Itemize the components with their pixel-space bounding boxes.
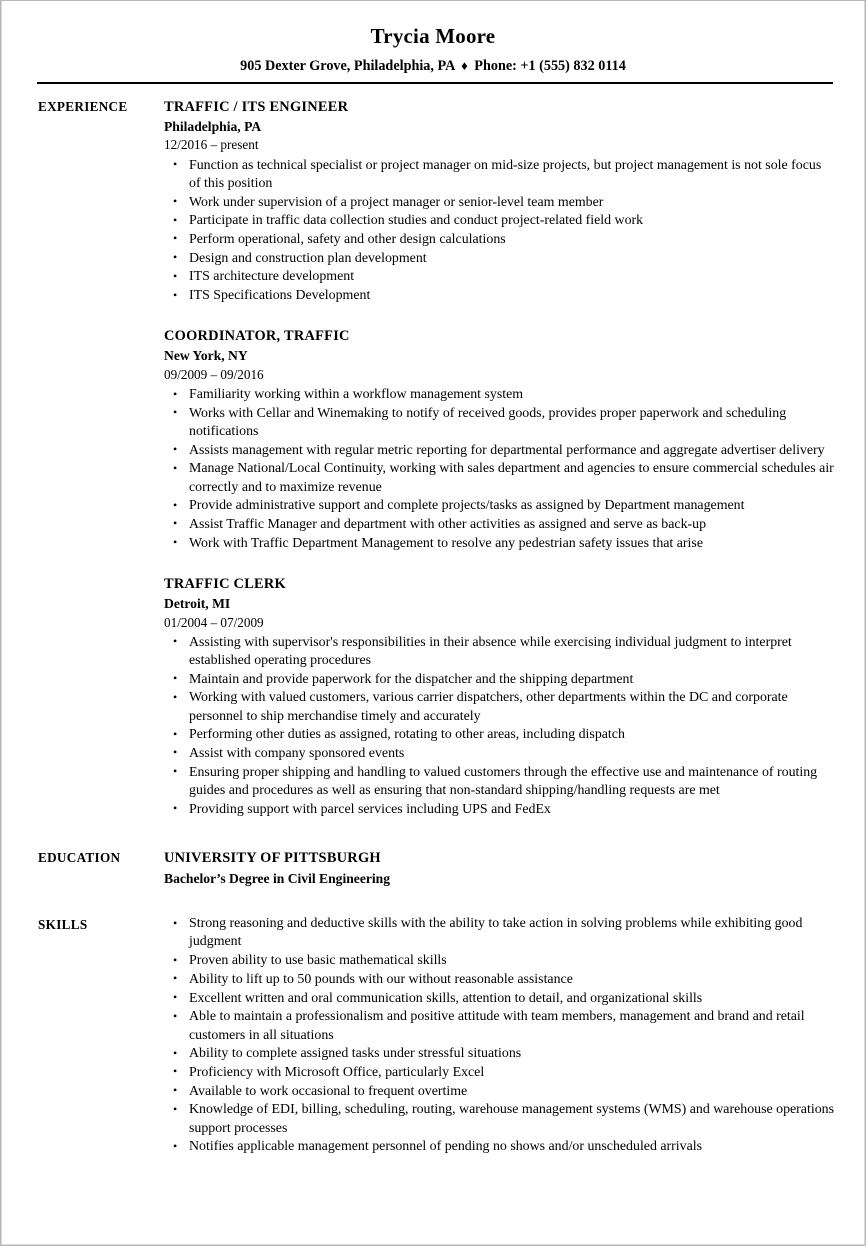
job-bullet-list [164, 386, 834, 553]
job-bullet: • Assist Traffic Manager and department with other activities as assigned and serve as back-up [164, 516, 834, 534]
skill-bullet: • Ability to lift up to 50 pounds with our without reasonable assistance [164, 971, 834, 989]
job-bullet: • Performing other duties as assigned, rotating to other areas, including dispatch [164, 726, 834, 744]
section-label-experience: EXPERIENCE [38, 98, 128, 114]
candidate-phone: Phone: +1 (555) 832 0114 [474, 57, 626, 74]
diamond-separator-icon: ♦ [461, 57, 468, 73]
job-bullet: • Manage National/Local Continuity, working with sales department and agencies to ensure commercial schedules air correctly and to maximize revenue [164, 460, 834, 496]
job-title: TRAFFIC CLERK [164, 575, 286, 592]
section-skills [38, 915, 834, 1157]
resume-content [2, 84, 864, 1157]
job-bullet: • ITS architecture development [164, 268, 834, 286]
job-bullet: • ITS Specifications Development [164, 287, 834, 305]
job-bullet-list [164, 634, 834, 819]
job-bullet-list [164, 157, 834, 306]
job-bullet: • Assisting with supervisor's responsibilities in their absence while exercising individual judgment to interpret established operating procedures [164, 634, 834, 670]
skill-bullet: • Ability to complete assigned tasks under stressful situations [164, 1045, 834, 1063]
page-inner-border [1, 1, 865, 1245]
job-bullet: • Maintain and provide paperwork for the dispatcher and the shipping department [164, 671, 834, 689]
job-location: Philadelphia, PA [164, 118, 262, 134]
skill-bullet: • Excellent written and oral communication skills, attention to detail, and organizational skills [164, 990, 834, 1008]
job-bullet: • Provide administrative support and complete projects/tasks as assigned by Department management [164, 497, 834, 515]
section-education [38, 849, 834, 888]
skill-bullet: • Available to work occasional to frequent overtime [164, 1083, 834, 1101]
job-bullet: • Work under supervision of a project manager or senior-level team member [164, 194, 834, 212]
candidate-address: 905 Dexter Grove, Philadelphia, PA [240, 57, 455, 74]
job-bullet: • Assist with company sponsored events [164, 745, 834, 763]
education-entry [164, 849, 834, 888]
job-bullet: • Assists management with regular metric reporting for departmental performance and aggregate advertiser delivery [164, 442, 834, 460]
job-bullet: • Work with Traffic Department Management to resolve any pedestrian safety issues that arise [164, 535, 834, 553]
section-label-skills: SKILLS [38, 917, 88, 933]
education-entries [164, 849, 834, 888]
job-bullet: • Ensuring proper shipping and handling to valued customers through the effective use and maintenance of routing guides and procedures as well as ensuring that non-standard shipping/handling requests are met [164, 764, 834, 800]
job-title: TRAFFIC / ITS ENGINEER [164, 98, 349, 115]
job-dates: 12/2016 – present [164, 137, 259, 153]
resume-header [2, 1, 864, 84]
skill-bullet: • Proficiency with Microsoft Office, particularly Excel [164, 1064, 834, 1082]
education-degree: Bachelor’s Degree in Civil Engineering [164, 870, 391, 886]
skill-bullet: • Strong reasoning and deductive skills with the ability to take action in solving problems while exhibiting good judgment [164, 915, 834, 951]
candidate-name: Trycia Moore [370, 24, 496, 48]
experience-entry [164, 327, 834, 553]
skills-entries [164, 915, 834, 1157]
section-experience [38, 98, 834, 819]
experience-entries [164, 98, 834, 819]
experience-entry [164, 575, 834, 819]
job-bullet: • Working with valued customers, various carrier dispatchers, other departments within the DC and corporate personnel to ship merchandise timely and accurately [164, 689, 834, 725]
job-title: COORDINATOR, TRAFFIC [164, 328, 350, 345]
job-bullet: • Perform operational, safety and other design calculations [164, 231, 834, 249]
education-school: UNIVERSITY OF PITTSBURGH [164, 850, 381, 867]
experience-entry [164, 98, 834, 305]
job-dates: 09/2009 – 09/2016 [164, 366, 264, 382]
job-bullet: • Design and construction plan development [164, 250, 834, 268]
section-label-education: EDUCATION [38, 850, 121, 866]
job-location: New York, NY [164, 347, 248, 363]
candidate-contact-line [2, 58, 864, 75]
job-bullet: • Works with Cellar and Winemaking to notify of received goods, provides proper paperwork and scheduling notifications [164, 405, 834, 441]
skill-bullet: • Able to maintain a professionalism and positive attitude with team members, management and brand and retail customers in all situations [164, 1008, 834, 1044]
job-bullet: • Familiarity working within a workflow management system [164, 386, 834, 404]
job-dates: 01/2004 – 07/2009 [164, 614, 264, 630]
skill-bullet: • Notifies applicable management personnel of pending no shows and/or unscheduled arrivals [164, 1138, 834, 1156]
job-bullet: • Providing support with parcel services including UPS and FedEx [164, 801, 834, 819]
job-bullet: • Function as technical specialist or project manager on mid-size projects, but project management is not sole focus of this position [164, 157, 834, 193]
skills-bullet-list [164, 915, 834, 1156]
skill-bullet: • Knowledge of EDI, billing, scheduling, routing, warehouse management systems (WMS) and warehouse operations support processes [164, 1101, 834, 1137]
job-location: Detroit, MI [164, 595, 231, 611]
skill-bullet: • Proven ability to use basic mathematical skills [164, 952, 834, 970]
job-bullet: • Participate in traffic data collection studies and conduct project-related field work [164, 212, 834, 230]
